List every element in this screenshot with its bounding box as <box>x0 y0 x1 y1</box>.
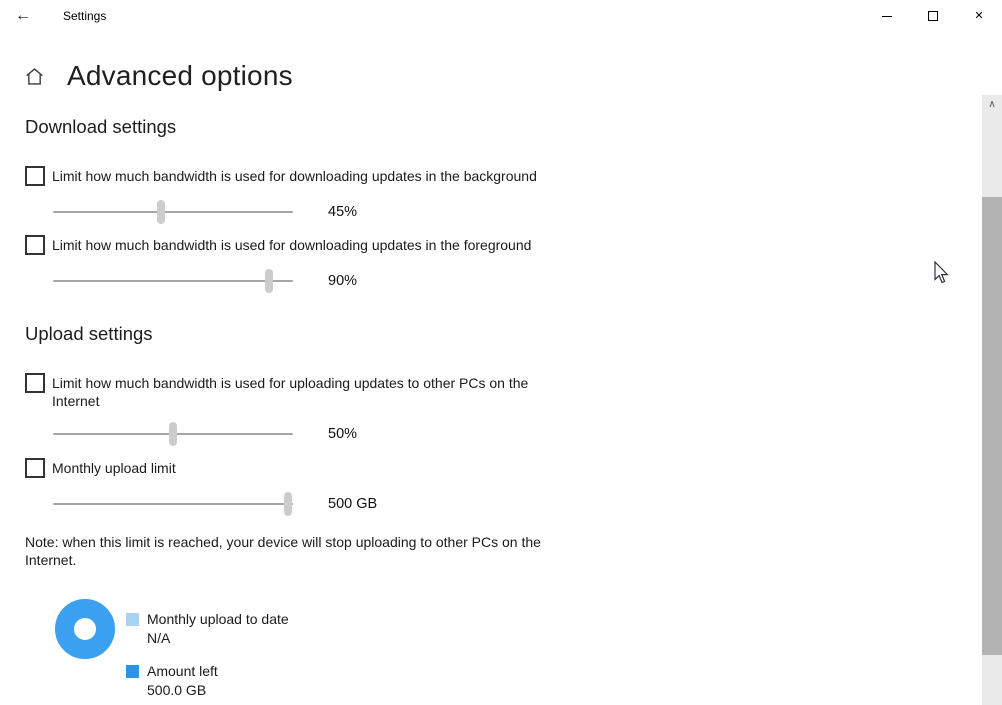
maximize-icon <box>928 11 938 21</box>
scrollbar-thumb[interactable] <box>982 197 1002 655</box>
monthly-upload-limit-slider-row <box>53 492 1002 516</box>
upload-usage-donut <box>55 599 115 659</box>
download-foreground-slider-thumb[interactable] <box>265 269 273 293</box>
minimize-icon <box>882 16 892 17</box>
close-icon: ✕ <box>974 9 984 22</box>
legend-label-amount-left: Amount left <box>147 663 218 679</box>
download-background-slider-row <box>53 200 1002 224</box>
upload-limit-note: Note: when this limit is reached, your device will stop uploading to other PCs on the Internet. <box>25 534 541 568</box>
legend-swatch-amount-left <box>126 665 139 678</box>
vertical-scrollbar[interactable] <box>982 95 1002 705</box>
monthly-upload-limit-value: 500 GB <box>328 496 378 512</box>
legend-item-amount-left <box>126 662 289 700</box>
download-foreground-checkbox[interactable] <box>25 235 45 255</box>
download-foreground-slider[interactable] <box>53 280 293 282</box>
page-header <box>24 60 1002 92</box>
download-background-slider[interactable] <box>53 211 293 213</box>
window-title: Settings <box>63 9 107 23</box>
minimize-button[interactable] <box>864 0 910 32</box>
monthly-upload-limit-slider[interactable] <box>53 503 293 505</box>
upload-bandwidth-slider-row <box>53 422 1002 446</box>
download-foreground-slider-row <box>53 269 1002 293</box>
chevron-up-icon: ∧ <box>988 99 996 110</box>
legend-value-amount-left: 500.0 GB <box>147 682 207 698</box>
upload-bandwidth-checkbox[interactable] <box>25 373 45 393</box>
download-foreground-value: 90% <box>328 273 358 289</box>
legend-item-monthly-upload <box>126 610 289 648</box>
monthly-upload-limit-row <box>25 458 1002 478</box>
upload-usage-legend <box>126 599 289 700</box>
titlebar <box>0 0 1002 32</box>
close-button[interactable] <box>956 0 1002 32</box>
home-icon <box>24 66 45 87</box>
scroll-up-button[interactable] <box>982 95 1002 115</box>
download-background-slider-thumb[interactable] <box>157 200 165 224</box>
maximize-button[interactable] <box>910 0 956 32</box>
upload-bandwidth-row <box>25 373 1002 410</box>
download-settings-heading: Download settings <box>25 116 177 137</box>
download-background-row <box>25 166 1002 186</box>
download-foreground-label: Limit how much bandwidth is used for downloading updates in the foreground <box>52 237 532 253</box>
upload-bandwidth-label: Limit how much bandwidth is used for uploading updates to other PCs on the Internet <box>52 375 529 409</box>
monthly-upload-limit-slider-thumb[interactable] <box>284 492 292 516</box>
upload-settings-heading: Upload settings <box>25 323 153 344</box>
legend-swatch-monthly-upload <box>126 613 139 626</box>
upload-bandwidth-slider[interactable] <box>53 433 293 435</box>
content <box>0 116 1002 700</box>
upload-bandwidth-slider-thumb[interactable] <box>169 422 177 446</box>
legend-value-monthly-upload: N/A <box>147 630 171 646</box>
page-title: Advanced options <box>67 60 293 91</box>
monthly-upload-limit-label: Monthly upload limit <box>52 460 176 476</box>
download-background-value: 45% <box>328 204 358 220</box>
monthly-upload-limit-checkbox[interactable] <box>25 458 45 478</box>
back-button[interactable] <box>0 0 46 32</box>
legend-label-monthly-upload: Monthly upload to date <box>147 611 289 627</box>
download-foreground-row <box>25 235 1002 255</box>
upload-usage-chart <box>55 599 1002 700</box>
upload-bandwidth-value: 50% <box>328 426 358 442</box>
download-background-label: Limit how much bandwidth is used for downloading updates in the background <box>52 168 537 184</box>
download-background-checkbox[interactable] <box>25 166 45 186</box>
back-arrow-icon: ← <box>15 7 31 24</box>
